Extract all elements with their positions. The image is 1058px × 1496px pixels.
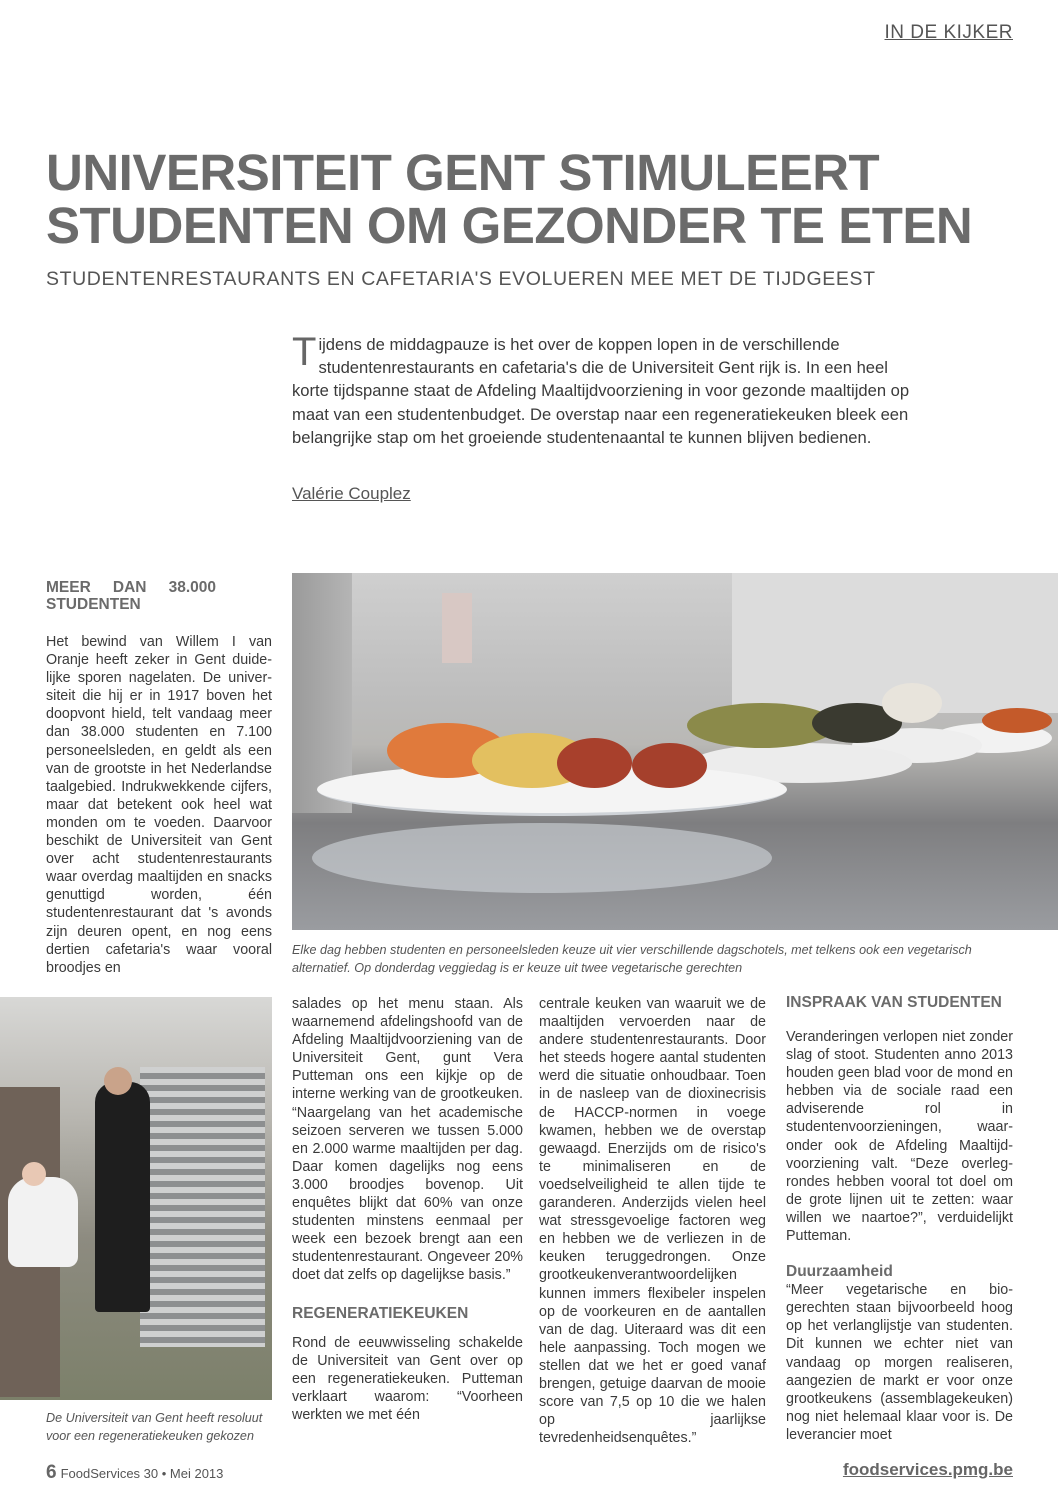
drop-cap: T bbox=[292, 330, 317, 374]
section-heading: MEER DAN 38.000 STUDENTEN bbox=[46, 579, 216, 613]
article-title: UNIVERSITEIT GENT STIMULEERT STUDENTEN OM GEZONDER TE ETEN bbox=[46, 144, 973, 254]
body-text: Veranderingen verlopen niet zonder slag of stoot. Studenten anno 2013 houden geen blad voor de mond en hebben via de sociale raad een adviserende rol in studentenvoorzieningen, waaronder ook de Afdeling Maaltijdvoorziening valt. “Deze overlegrondes hebben vooral tot doel om de grote lijnen uit te zetten: waar willen we naartoe?”, verduidelijkt Putteman. bbox=[786, 1029, 1013, 1245]
body-text: salades op het menu staan. Als waarnemend afdelingshoofd van de Afdeling Maaltijdvoorziening van de Universiteit Gent, gunt Vera Putteman ons een kijkje op de interne werking van de grootkeuken. “Naargelang van het academische seizoen serveren we tussen 5.000 en 2.000 warme maaltijden per dag. Daar komen dagelijks nog eens 3.000 broodjes bovenop. Uit enquêtes blijkt dat 60% van onze studenten minstens eenmaal per week een bezoek brengt aan een studentenrestaurant. Ongeveer 20% doet dat zelfs op dagelijkse basis.” bbox=[292, 996, 523, 1284]
food-plates-photo bbox=[292, 573, 1058, 930]
body-text: “Meer vegetarische en biogerechten staan bijvoorbeeld hoog op het verlanglijstje van studenten. Dit kunnen we echter niet van vandaag op morgen realiseren, aangezien de markt er voor onze grootkeukens (assemblagekeuken) nog niet helemaal klaar voor is. De leverancier moet bbox=[786, 1282, 1013, 1443]
food-photo-caption: Elke dag hebben studenten en personeelsleden keuze uit vier verschillende dagschotels, met telkens ook een vegetarisch alternatief. Op donderdag veggiedag is er keuze uit twee vegetarische gerechten bbox=[292, 943, 972, 975]
article-subtitle: STUDENTENRESTAURANTS EN CAFETARIA'S EVOLUEREN MEE MET DE TIJDGEEST bbox=[46, 268, 876, 290]
intro-text: ijdens de middagpauze is het over de koppen lopen in de verschillende studentenrestaurants en cafetaria's die de Universiteit Gent rijk is. In een heel korte tijdspanne staat de Afdeling Maaltijdvoorziening in voor gezonde maaltijden op maat van een studentenbudget. De overstap naar een regeneratiekeuken bleek een belangrijke stap om het groeiende studentenaantal te kunnen blijven bedienen. bbox=[292, 335, 910, 447]
column-1 bbox=[46, 579, 272, 977]
website-link[interactable]: foodservices.pmg.be bbox=[842, 1460, 1013, 1479]
page-number: 6 bbox=[46, 1462, 57, 1483]
section-heading: REGENERATIEKEUKEN bbox=[292, 1304, 469, 1322]
column-2 bbox=[292, 995, 523, 1424]
column-4 bbox=[786, 994, 1013, 1444]
section-heading: INSPRAAK VAN STUDENTEN bbox=[786, 994, 1002, 1011]
kitchen-staff-photo bbox=[0, 997, 272, 1400]
body-text: Het bewind van Willem I van Oranje heeft zeker in Gent duidelijke sporen nagelaten. De universiteit die hij er in 1917 boven het doopvont hield, telt vandaag meer dan 38.000 studenten en 7.100 personeelsleden, en geldt als een van de grootste in het Nederlandse taalgebied. Indrukwekkende cijfers, maar dat betekent ook heel wat monden om te voeden. Daarvoor beschikt de Universiteit van Gent over acht studentenrestaurants waar overdag maaltijden en snacks genuttigd worden, één studentenrestaurant dat 's avonds zijn deuren opent, en nog eens dertien cafetaria's waar vooral broodjes en bbox=[46, 634, 272, 976]
footer-publication bbox=[46, 1462, 223, 1484]
subheading: Duurzaamheid bbox=[786, 1263, 893, 1281]
author-byline: Valérie Couplez bbox=[292, 484, 411, 503]
column-3 bbox=[539, 995, 766, 1447]
body-text: centrale keuken van waaruit we de maaltijden vervoerden naar de andere studentenrestaurants. Door het steeds hogere aantal studenten werd die situatie onhoudbaar. Toen in de nasleep van de dioxinecrisis de HACCP-normen in voege kwamen, hebben we de overstap gewaagd. Enerzijds om de risico's te minimaliseren en de voedselveiligheid te allen tijde te garanderen. Anderzijds vielen heel wat stressgevoelige factoren weg en hebben we de verliezen in de keuken teruggedrongen. Onze grootkeukenverantwoordelijken kunnen immers flexibeler inspelen op de voorkeuren en de aantallen van de dag. Uiteraard was dit een hele aanpassing. Toch mogen we stellen dat we het er goed vanaf brengen, getuige daarvan de mooie score van 7,5 op 10 die we halen op jaarlijkse tevredenheidsenquêtes.” bbox=[539, 996, 766, 1447]
kitchen-photo-caption: De Universiteit van Gent heeft resoluut voor een regeneratiekeuken gekozen bbox=[46, 1411, 263, 1443]
publication-info: FoodServices 30 • Mei 2013 bbox=[60, 1466, 224, 1481]
body-text: Rond de eeuwwisseling schakelde de Universiteit van Gent over op een regeneratiekeuken. Putteman verklaart waarom: “Voorheen werkten we met één bbox=[292, 1334, 523, 1423]
article-intro bbox=[292, 330, 912, 449]
section-kicker: IN DE KIJKER bbox=[884, 22, 1013, 43]
